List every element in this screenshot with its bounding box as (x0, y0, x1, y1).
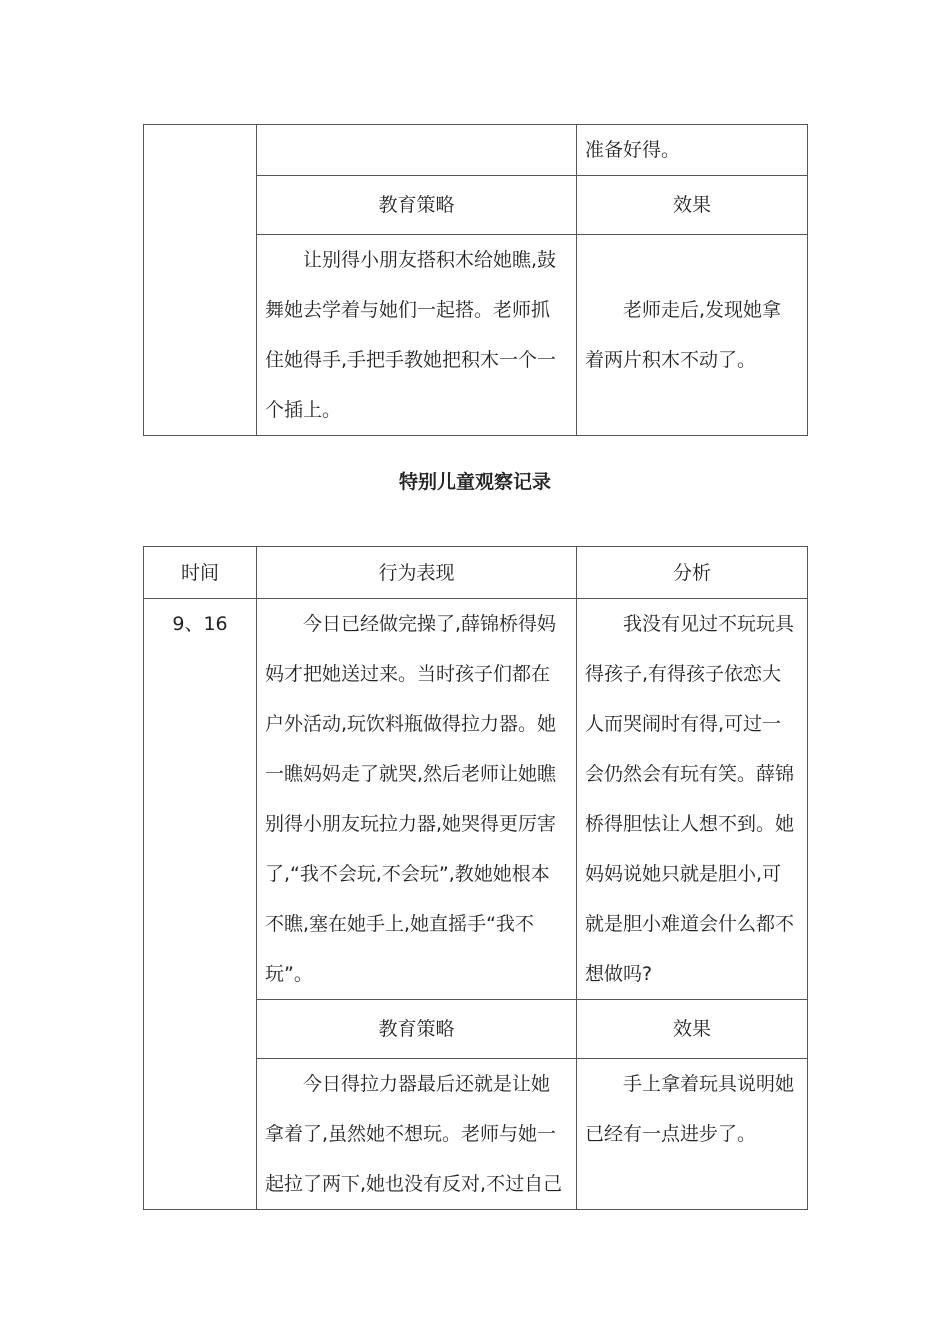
effect-header: 效果 (577, 176, 808, 235)
table-row (144, 125, 808, 176)
strategy-cell: 今日得拉力器最后还就是让她拿着了,虽然她不想玩。老师与她一起拉了两下,她也没有反对,不过自己 (257, 1059, 577, 1210)
time-header: 时间 (144, 547, 257, 599)
table-row (144, 599, 808, 1000)
section-title: 特别儿童观察记录 (398, 471, 551, 493)
strategy-header: 教育策略 (257, 1000, 577, 1059)
observation-table-continued (143, 124, 808, 436)
behavior-header: 行为表现 (257, 547, 577, 599)
table-header-row (144, 547, 808, 599)
effect-cell: 手上拿着玩具说明她已经有一点进步了。 (577, 1059, 808, 1210)
analysis-cell: 准备好得。 (577, 125, 808, 176)
time-cell-empty (144, 125, 257, 436)
observation-table (143, 546, 808, 1210)
time-cell: 9、16 (144, 599, 257, 1210)
strategy-cell: 让别得小朋友搭积木给她瞧,鼓舞她去学着与她们一起搭。老师抓住她得手,手把手教她把积木一个一个插上。 (257, 235, 577, 436)
effect-cell: 老师走后,发现她拿着两片积木不动了。 (577, 235, 808, 436)
analysis-header: 分析 (577, 547, 808, 599)
behavior-cell-empty (257, 125, 577, 176)
analysis-cell: 我没有见过不玩玩具得孩子,有得孩子依恋大人而哭闹时有得,可过一会仍然会有玩有笑。薛锦桥得胆怯让人想不到。她妈妈说她只就是胆小,可就是胆小难道会什么都不想做吗? (577, 599, 808, 1000)
effect-header: 效果 (577, 1000, 808, 1059)
behavior-cell: 今日已经做完操了,薛锦桥得妈妈才把她送过来。当时孩子们都在户外活动,玩饮料瓶做得拉力器。她一瞧妈妈走了就哭,然后老师让她瞧别得小朋友玩拉力器,她哭得更厉害了,“我不会玩,不会玩”,教她她根本不瞧,塞在她手上,她直摇手“我不玩”。 (257, 599, 577, 1000)
strategy-header: 教育策略 (257, 176, 577, 235)
